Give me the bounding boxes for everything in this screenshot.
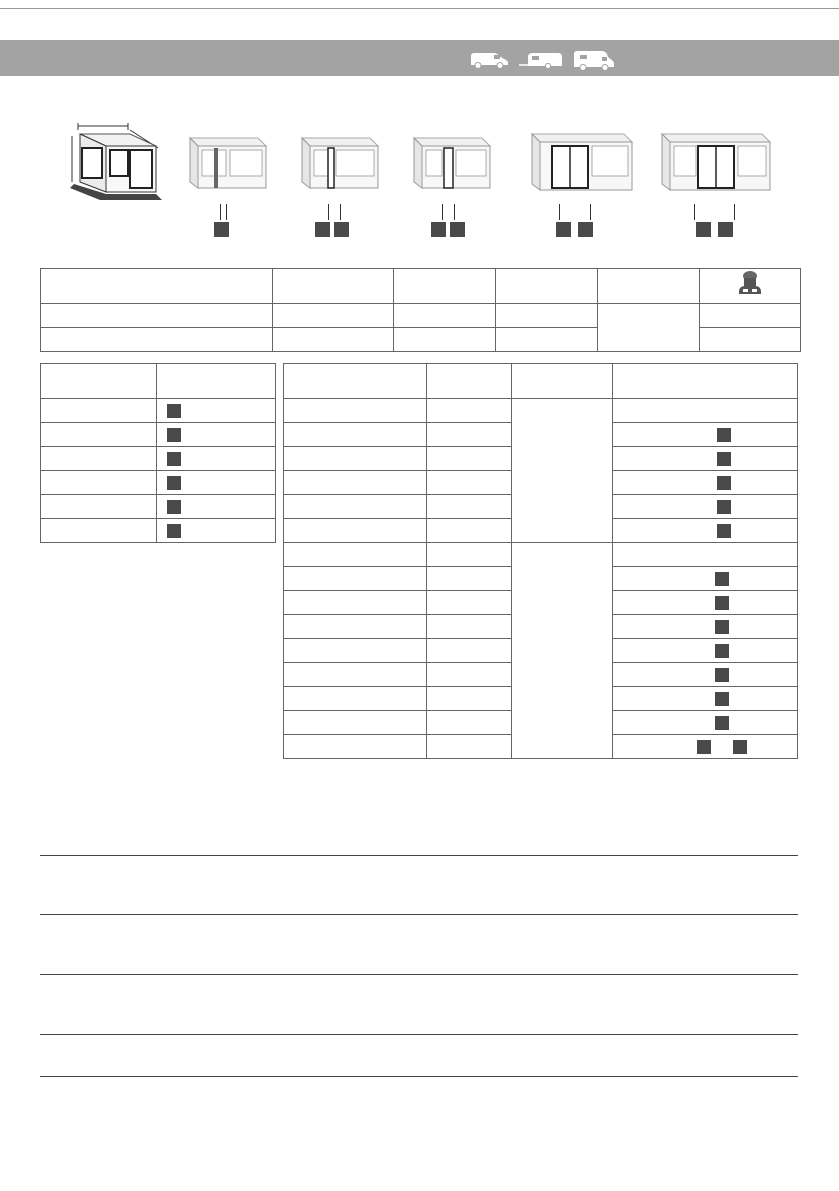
table-cell bbox=[41, 328, 273, 352]
table-cell bbox=[284, 447, 427, 471]
figure-marker bbox=[718, 222, 733, 237]
table-cell bbox=[284, 543, 427, 567]
marker-square bbox=[167, 428, 181, 442]
table-cell bbox=[427, 543, 512, 567]
figure-marker bbox=[334, 222, 349, 237]
marker-square bbox=[715, 620, 729, 634]
table-cell bbox=[284, 567, 427, 591]
table-header-cell bbox=[284, 364, 427, 399]
table-cell bbox=[613, 447, 798, 471]
table-cell bbox=[613, 399, 798, 423]
marker-square bbox=[715, 716, 729, 730]
table-cell bbox=[427, 495, 512, 519]
table-cell bbox=[700, 328, 801, 352]
section-divider bbox=[40, 974, 798, 975]
marker-square bbox=[167, 524, 181, 538]
table-header-cell bbox=[41, 269, 273, 304]
table-cell bbox=[284, 663, 427, 687]
table-cell bbox=[427, 687, 512, 711]
table-cell bbox=[157, 471, 276, 495]
section-divider bbox=[40, 1076, 798, 1077]
figure-marker bbox=[556, 222, 571, 237]
table-cell bbox=[613, 735, 798, 759]
table-cell bbox=[613, 423, 798, 447]
marker-square bbox=[717, 428, 731, 442]
table-cell bbox=[512, 399, 613, 543]
table-cell bbox=[284, 399, 427, 423]
figure-tick bbox=[226, 204, 227, 220]
marker-square bbox=[715, 572, 729, 586]
table-cell bbox=[284, 615, 427, 639]
awning-side-panel-diagram bbox=[410, 130, 494, 199]
table-cell bbox=[496, 328, 598, 352]
section-divider bbox=[40, 914, 798, 915]
awning-front-panel-diagram bbox=[658, 128, 776, 201]
table-cell bbox=[284, 711, 427, 735]
table-header-cell bbox=[496, 269, 598, 304]
figure-tick bbox=[454, 204, 455, 220]
table-cell bbox=[613, 495, 798, 519]
table-cell bbox=[284, 639, 427, 663]
marker-square bbox=[167, 404, 181, 418]
figure-marker bbox=[696, 222, 711, 237]
table-cell bbox=[284, 687, 427, 711]
table-cell bbox=[157, 447, 276, 471]
figure-tick bbox=[442, 204, 443, 220]
figure-tick bbox=[559, 204, 560, 220]
marker-square bbox=[733, 740, 747, 754]
table-cell bbox=[41, 471, 157, 495]
table-cell bbox=[284, 423, 427, 447]
table-cell bbox=[427, 615, 512, 639]
caravan-icon bbox=[518, 50, 564, 70]
table-cell bbox=[157, 423, 276, 447]
table-cell bbox=[427, 423, 512, 447]
table-header-cell bbox=[273, 269, 394, 304]
marker-square bbox=[715, 596, 729, 610]
table-cell bbox=[157, 399, 276, 423]
figure-tick bbox=[590, 204, 591, 220]
table-cell bbox=[427, 735, 512, 759]
table-cell bbox=[284, 735, 427, 759]
table-cell bbox=[613, 471, 798, 495]
table-cell bbox=[157, 495, 276, 519]
table-cell bbox=[427, 639, 512, 663]
marker-square bbox=[717, 476, 731, 490]
table-cell bbox=[613, 711, 798, 735]
table-header-cell bbox=[427, 364, 512, 399]
table-cell bbox=[41, 423, 157, 447]
table-cell bbox=[598, 304, 700, 352]
table-cell bbox=[427, 447, 512, 471]
motorhome-icon bbox=[572, 50, 616, 72]
marker-square bbox=[717, 452, 731, 466]
table-cell bbox=[427, 567, 512, 591]
table-cell bbox=[273, 328, 394, 352]
table-cell bbox=[41, 519, 157, 543]
table-cell bbox=[512, 543, 613, 759]
table-cell bbox=[613, 543, 798, 567]
table-cell bbox=[613, 519, 798, 543]
table-cell bbox=[157, 519, 276, 543]
mounting-bracket-icon bbox=[737, 270, 763, 303]
table-cell bbox=[394, 328, 496, 352]
table-header-cell bbox=[598, 269, 700, 304]
table-cell bbox=[613, 663, 798, 687]
table-header-cell bbox=[700, 269, 801, 304]
top-rule bbox=[0, 8, 839, 9]
marker-square bbox=[715, 644, 729, 658]
table-cell bbox=[613, 639, 798, 663]
figure-marker bbox=[431, 222, 446, 237]
figure-marker bbox=[315, 222, 330, 237]
spec-table-top bbox=[40, 268, 801, 352]
marker-square bbox=[167, 476, 181, 490]
spec-table-right bbox=[283, 363, 798, 759]
table-cell bbox=[613, 567, 798, 591]
table-cell bbox=[273, 304, 394, 328]
table-cell bbox=[613, 591, 798, 615]
motorhome-van-icon bbox=[468, 50, 510, 70]
table-header-cell bbox=[512, 364, 613, 399]
section-divider bbox=[40, 1034, 798, 1035]
figure-tick bbox=[734, 204, 735, 220]
figure-tick bbox=[328, 204, 329, 220]
marker-square bbox=[167, 500, 181, 514]
table-cell bbox=[394, 304, 496, 328]
figure-marker bbox=[214, 222, 229, 237]
table-cell bbox=[427, 711, 512, 735]
table-header-cell bbox=[394, 269, 496, 304]
figure-tick bbox=[694, 204, 695, 220]
marker-square bbox=[717, 524, 731, 538]
table-cell bbox=[284, 519, 427, 543]
table-cell bbox=[427, 399, 512, 423]
table-cell bbox=[427, 519, 512, 543]
table-cell bbox=[284, 591, 427, 615]
awning-side-panel-diagram bbox=[298, 130, 382, 199]
marker-square bbox=[715, 668, 729, 682]
table-cell bbox=[41, 447, 157, 471]
table-cell bbox=[41, 495, 157, 519]
spec-table-left bbox=[40, 363, 276, 543]
table-header-cell bbox=[157, 364, 276, 399]
awning-side-panel-diagram bbox=[186, 130, 270, 199]
marker-square bbox=[715, 692, 729, 706]
table-cell bbox=[427, 471, 512, 495]
table-cell bbox=[427, 663, 512, 687]
table-cell bbox=[41, 399, 157, 423]
table-cell bbox=[613, 615, 798, 639]
marker-square bbox=[167, 452, 181, 466]
table-cell bbox=[41, 304, 273, 328]
header-bar bbox=[0, 40, 839, 76]
marker-square bbox=[717, 500, 731, 514]
marker-square bbox=[697, 740, 711, 754]
awning-dimensions-diagram bbox=[66, 120, 166, 207]
table-cell bbox=[284, 471, 427, 495]
table-cell bbox=[613, 687, 798, 711]
awning-front-panel-diagram bbox=[528, 128, 638, 201]
figure-tick bbox=[220, 204, 221, 220]
section-divider bbox=[40, 855, 798, 856]
table-cell bbox=[427, 591, 512, 615]
table-header-cell bbox=[613, 364, 798, 399]
figure-marker bbox=[450, 222, 465, 237]
figure-marker bbox=[578, 222, 593, 237]
figure-tick bbox=[340, 204, 341, 220]
table-cell bbox=[496, 304, 598, 328]
table-cell bbox=[700, 304, 801, 328]
table-cell bbox=[284, 495, 427, 519]
table-header-cell bbox=[41, 364, 157, 399]
